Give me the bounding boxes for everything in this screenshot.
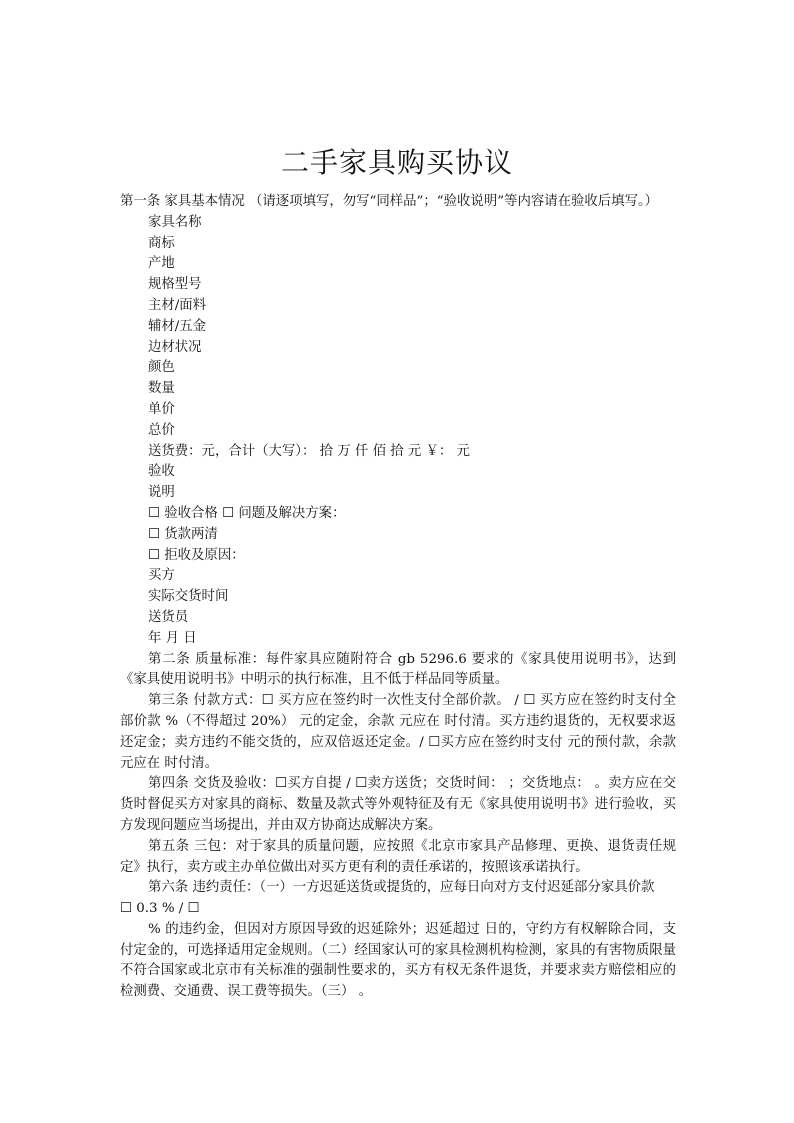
article-6-continued: % 的违约金，但因对方原因导致的迟延除外；迟延超过 日的，守约方有权解除合同，支付定金的，可选择适用定金规则。（二）经国家认可的家具检测机构检测，家具的有害物质限量不符合国家或北京市有关标准的强制性要求的，买方有权无条件退货，并要求卖方赔偿相应的检测费、交通费、误工费等损失。（三） 。 [120,921,676,1000]
checkbox-reject-line: ☐ 拒收及原因： [148,547,245,563]
field-delivery-fee: 送货费：元，合计（大写）： 拾 万 仟 佰 拾 元 ￥： 元 [148,443,470,459]
field-acceptance: 验收 [148,464,175,480]
field-delivery-time: 实际交货时间 [148,589,229,605]
article-2: 第二条 质量标准：每件家具应随附符合 gb 5296.6 要求的《家具使用说明书》，达到《家具使用说明书》中明示的执行标准，且不低于样品同等质量。 [120,651,676,688]
article-5: 第五条 三包：对于家具的质量问题，应按照《北京市家具产品修理、更换、退货责任规定》执行，卖方或主办单位做出对买方更有利的责任承诺的，按照该承诺执行。 [120,838,676,875]
checkbox-paid-line: ☐ 货款两清 [148,526,218,542]
document-body [120,192,676,1003]
field-notes: 说明 [148,485,175,501]
field-deliverer: 送货员 [148,609,189,625]
field-buyer: 买方 [148,568,175,584]
field-quantity: 数量 [148,381,175,397]
document-title: 二手家具购买协议 [280,145,513,179]
field-main-material: 主材/面料 [148,297,207,313]
field-aux-material: 辅材/五金 [148,318,207,334]
article-6: 第六条 违约责任：（一）一方迟延送货或提货的，应每日向对方支付迟延部分家具价款 [148,880,655,896]
field-model: 规格型号 [148,277,202,293]
field-brand: 商标 [148,235,175,251]
checkbox-acceptance-line: ☐ 验收合格 ☐ 问题及解决方案： [148,505,346,521]
field-date: 年 月 日 [148,630,197,646]
article-3: 第三条 付款方式：☐ 买方应在签约时一次性支付全部价款。 / ☐ 买方应在签约时支付全部价款 %（不得超过 20%） 元的定金，余款 元应在 时付清。买方违约退货的，无权要求返还定金；卖方违约不能交货的，应双倍返还定金。/ ☐买方应在签约时支付 元的预付款，余款 元应在 时付清。 [120,693,676,771]
field-total-price: 总价 [148,422,175,438]
article-1-heading: 第一条 家具基本情况 （请逐项填写，勿写“同样品”；“验收说明”等内容请在验收后填写。） [120,194,659,209]
article-4: 第四条 交货及验收：☐买方自提 / ☐卖方送货；交货时间： ；交货地点： 。卖方应在交货时督促买方对家具的商标、数量及款式等外观特征及有无《家具使用说明书》进行验收，买方发现问题应当场提出，并由双方协商达成解决方案。 [120,776,676,833]
field-furniture-name: 家具名称 [148,214,202,230]
field-unit-price: 单价 [148,401,175,417]
article-6-options: ☐ 0.3 % / ☐ [120,901,200,917]
field-origin: 产地 [148,256,175,272]
field-edge-condition: 边材状况 [148,339,202,355]
field-color: 颜色 [148,360,175,376]
